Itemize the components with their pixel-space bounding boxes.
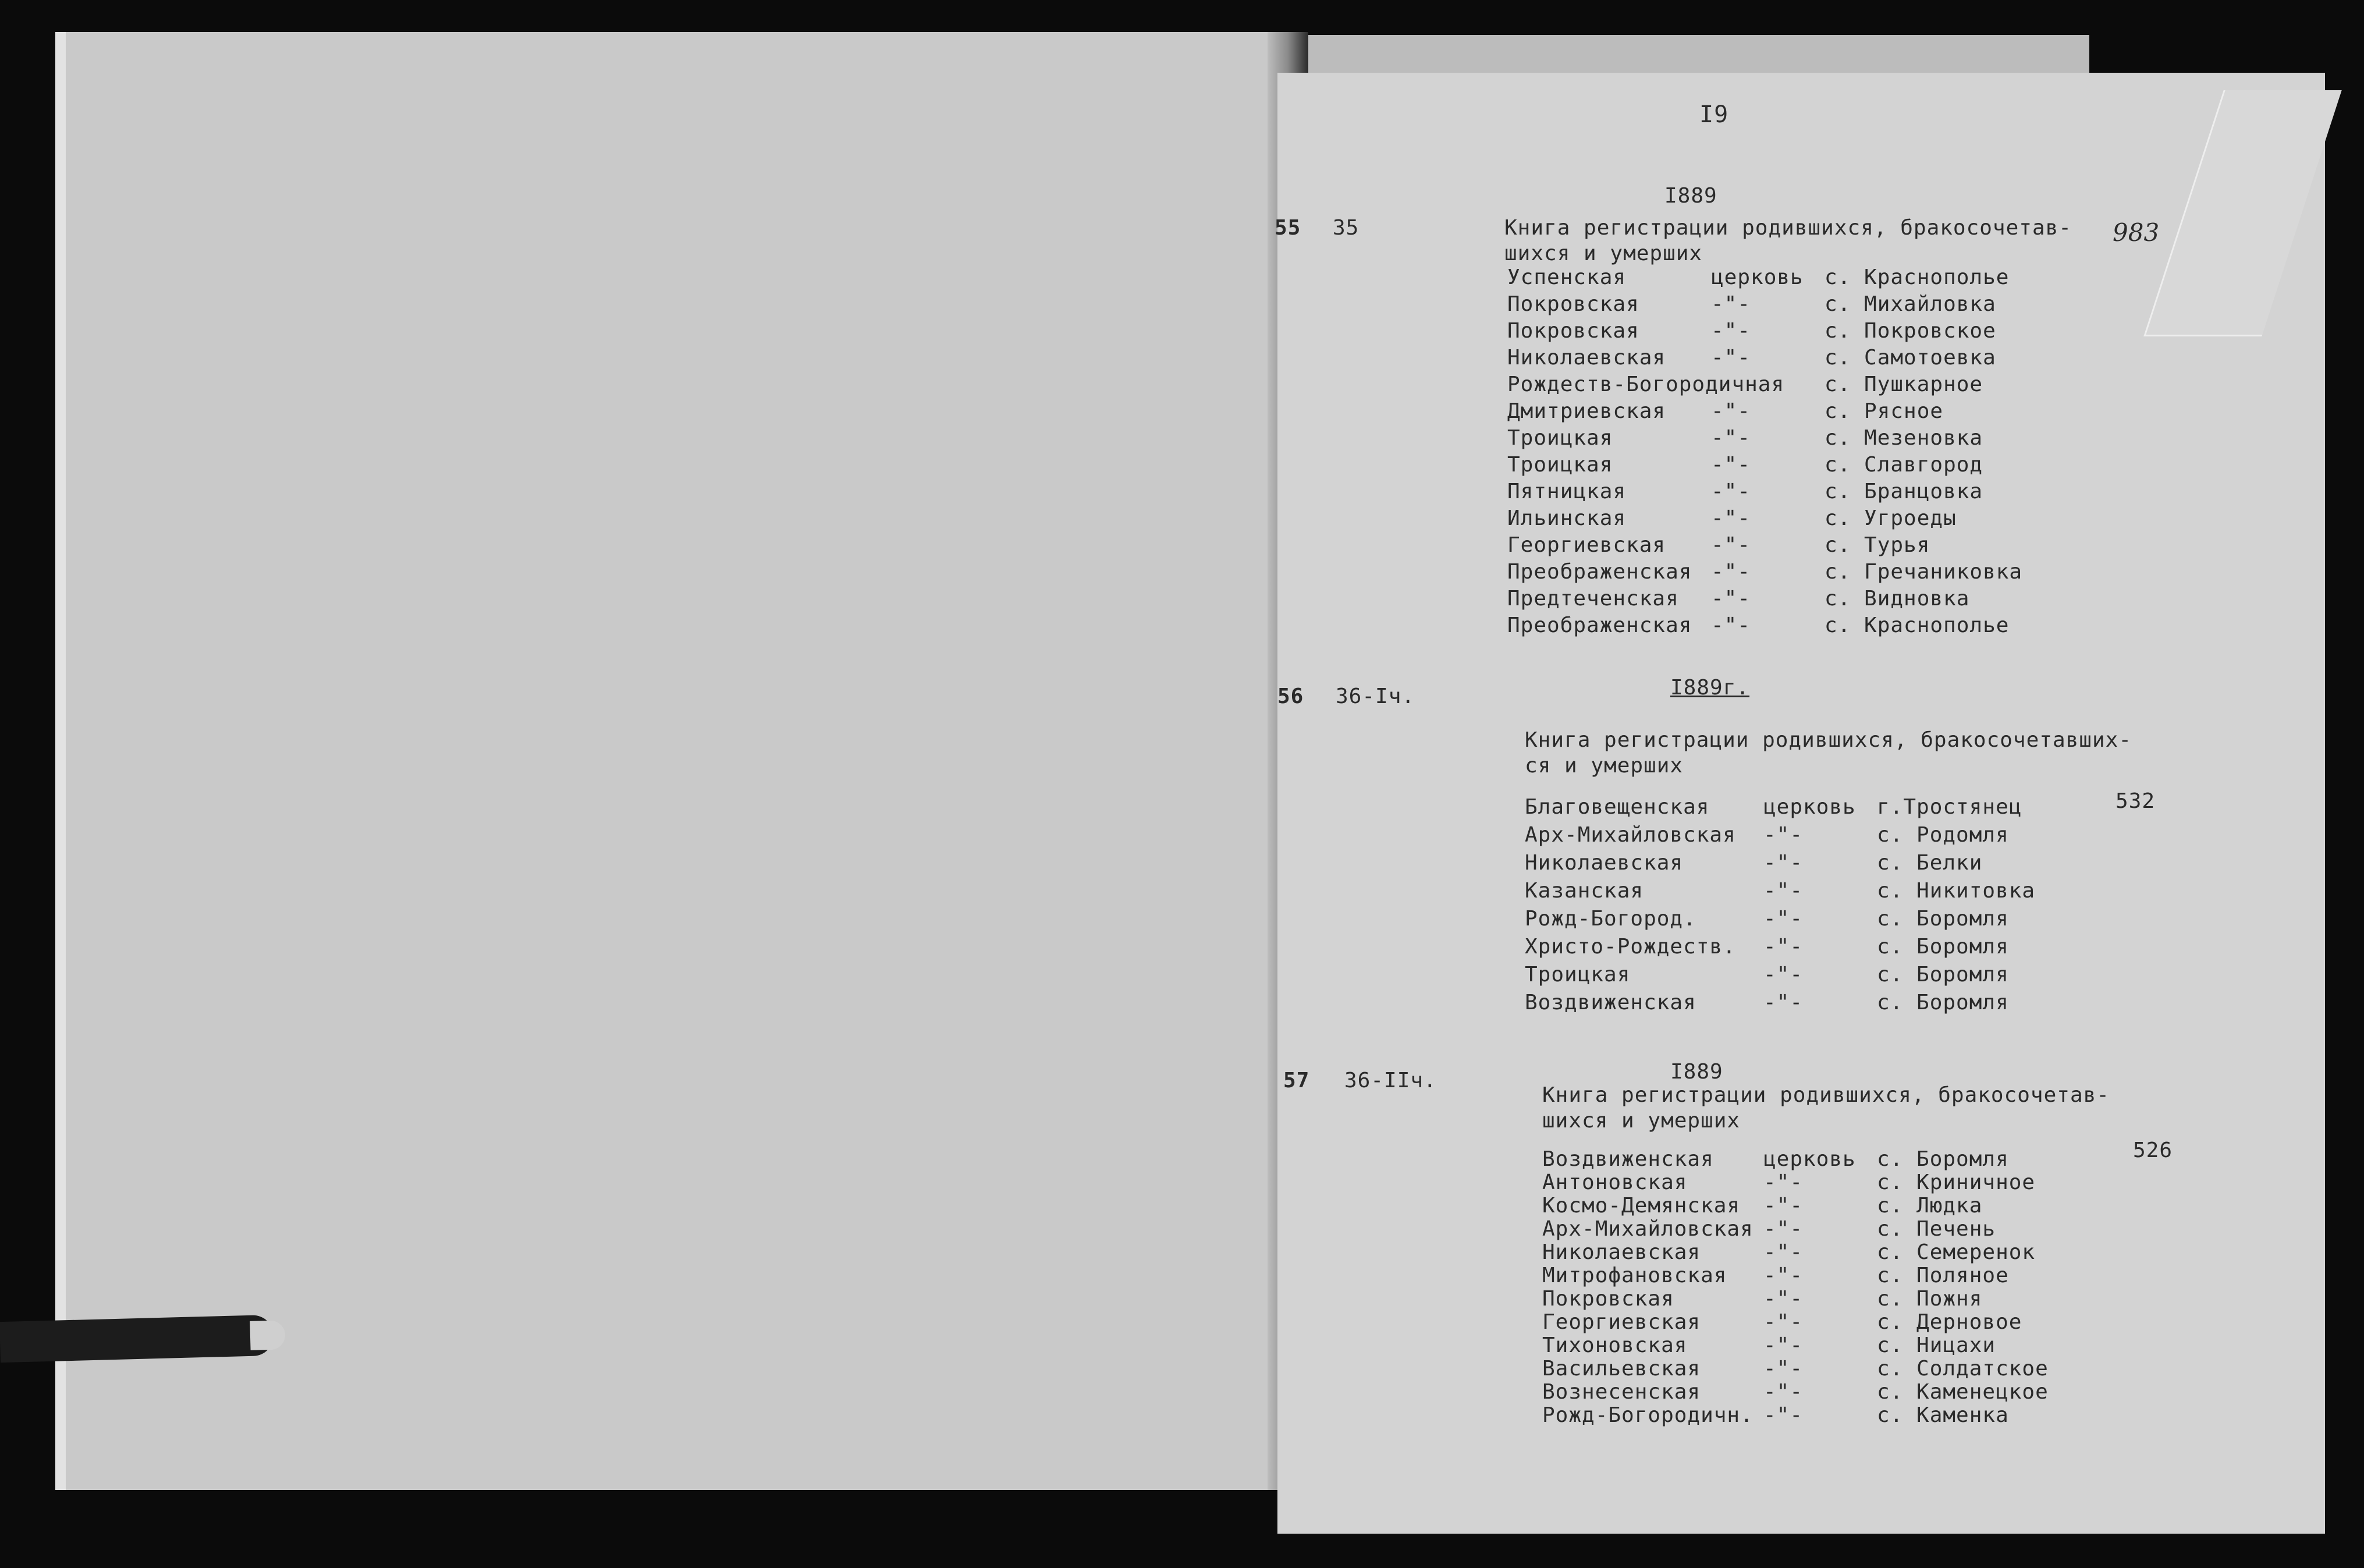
church-type: -"- xyxy=(1711,399,1751,423)
village-name: с. Дерновое xyxy=(1877,1310,2022,1334)
village-name: с. Бранцовка xyxy=(1825,480,1983,503)
church-name: Троицкая xyxy=(1507,453,1613,477)
church-name: Дмитриевская xyxy=(1507,399,1666,423)
entry-year: I889 xyxy=(1670,1060,1723,1084)
church-type: -"- xyxy=(1763,1194,1804,1218)
village-name: с. Ницахи xyxy=(1877,1333,1996,1357)
entry-number: 57 xyxy=(1283,1069,1310,1092)
church-type: -"- xyxy=(1763,907,1804,931)
village-name: с. Каменецкое xyxy=(1877,1380,2049,1404)
church-type: -"- xyxy=(1763,1380,1804,1404)
church-name: Николаевская xyxy=(1542,1240,1701,1264)
church-type: -"- xyxy=(1763,1217,1804,1241)
church-type: -"- xyxy=(1763,1170,1804,1194)
church-name: Покровская xyxy=(1542,1287,1674,1311)
entry-year: I889 xyxy=(1664,184,1717,208)
entry-number: 56 xyxy=(1277,684,1304,708)
church-name: Николаевская xyxy=(1507,346,1666,370)
village-name: с. Каменка xyxy=(1877,1403,2009,1427)
church-name: Троицкая xyxy=(1507,426,1613,450)
church-type: -"- xyxy=(1763,1310,1804,1334)
church-name: Предтеченская xyxy=(1507,587,1679,611)
church-type: -"- xyxy=(1763,823,1804,847)
church-name: Георгиевская xyxy=(1507,533,1666,557)
village-name: с. Криничное xyxy=(1877,1170,2036,1194)
village-name: с. Семеренок xyxy=(1877,1240,2036,1264)
church-name: Георгиевская xyxy=(1542,1310,1701,1334)
village-name: с. Краснополье xyxy=(1825,613,2010,637)
church-name: Рождеств-Богородичная xyxy=(1507,373,1785,396)
village-name: с. Поляное xyxy=(1877,1264,2009,1287)
church-name: Благовещенская xyxy=(1525,795,1710,819)
village-name: с. Пожня xyxy=(1877,1287,1983,1311)
sheet-count: 526 xyxy=(2133,1138,2173,1162)
church-type: церковь xyxy=(1763,1147,1856,1171)
church-type: -"- xyxy=(1763,1240,1804,1264)
village-name: с. Боромля xyxy=(1877,907,2009,931)
entry-title-line: Книга регистрации родившихся, бракосочетав- xyxy=(1504,216,2072,240)
village-name: с. Гречаниковка xyxy=(1825,560,2023,584)
village-name: с. Боромля xyxy=(1877,963,2009,987)
church-type: -"- xyxy=(1711,506,1751,530)
village-name: с. Боромля xyxy=(1877,991,2009,1014)
church-type: церковь xyxy=(1763,795,1856,819)
church-name: Рожд-Богород. xyxy=(1525,907,1696,931)
village-name: с. Мезеновка xyxy=(1825,426,1983,450)
church-name: Успенская xyxy=(1507,265,1627,289)
entry-title-line: ся и умерших xyxy=(1525,754,1684,778)
village-name: с. Боромля xyxy=(1877,935,2009,959)
church-type: -"- xyxy=(1763,1357,1804,1381)
folded-corner xyxy=(2143,90,2341,336)
entry-title-line: Книга регистрации родившихся, бракосочетавших- xyxy=(1525,728,2132,752)
church-name: Тихоновская xyxy=(1542,1333,1688,1357)
entry-title-line: шихся и умерших xyxy=(1504,242,1703,265)
church-name: Покровская xyxy=(1507,319,1639,343)
village-name: с. Угроеды xyxy=(1825,506,1957,530)
church-name: Рожд-Богородичн. xyxy=(1542,1403,1754,1427)
page-edge-strip xyxy=(1269,35,2089,76)
village-name: с. Самотоевка xyxy=(1825,346,1996,370)
church-type: -"- xyxy=(1763,1403,1804,1427)
church-type: -"- xyxy=(1711,533,1751,557)
church-type: -"- xyxy=(1711,613,1751,637)
village-name: г.Тростянец xyxy=(1877,795,2022,819)
fund-code: 36-IIч. xyxy=(1344,1069,1437,1092)
entry-year: I889г. xyxy=(1670,676,1750,700)
church-name: Васильевская xyxy=(1542,1357,1701,1381)
church-name: Вознесенская xyxy=(1542,1380,1701,1404)
entry-title-line: Книга регистрации родившихся, бракосочетав- xyxy=(1542,1083,2110,1107)
village-name: с. Турья xyxy=(1825,533,1930,557)
church-type: -"- xyxy=(1711,480,1751,503)
church-type: -"- xyxy=(1711,346,1751,370)
church-name: Митрофановская xyxy=(1542,1264,1727,1287)
pencil-pointer xyxy=(0,1315,274,1363)
church-name: Ильинская xyxy=(1507,506,1627,530)
church-type: -"- xyxy=(1711,587,1751,611)
church-name: Космо-Демянская xyxy=(1542,1194,1741,1218)
church-name: Пятницкая xyxy=(1507,480,1627,503)
left-page xyxy=(55,32,1285,1490)
church-type: -"- xyxy=(1711,453,1751,477)
church-type: -"- xyxy=(1763,1333,1804,1357)
village-name: с. Людка xyxy=(1877,1194,1983,1218)
church-name: Преображенская xyxy=(1507,560,1692,584)
church-type: -"- xyxy=(1711,292,1751,316)
church-name: Христо-Рождеств. xyxy=(1525,935,1736,959)
village-name: с. Покровское xyxy=(1825,319,1996,343)
church-type: -"- xyxy=(1711,319,1751,343)
church-type: -"- xyxy=(1763,879,1804,903)
church-type: -"- xyxy=(1763,1264,1804,1287)
village-name: с. Никитовка xyxy=(1877,879,2036,903)
page-number: I9 xyxy=(1699,101,1729,128)
village-name: с. Рясное xyxy=(1825,399,1944,423)
church-type: -"- xyxy=(1763,935,1804,959)
church-name: Воздвиженская xyxy=(1525,991,1696,1014)
church-type: -"- xyxy=(1763,1287,1804,1311)
church-name: Воздвиженская xyxy=(1542,1147,1714,1171)
church-name: Троицкая xyxy=(1525,963,1631,987)
church-type: -"- xyxy=(1711,560,1751,584)
sheet-count: 532 xyxy=(2115,789,2156,813)
church-type: -"- xyxy=(1763,963,1804,987)
village-name: с. Печень xyxy=(1877,1217,1996,1241)
village-name: с. Родомля xyxy=(1877,823,2009,847)
church-name: Преображенская xyxy=(1507,613,1692,637)
village-name: с. Виднoвка xyxy=(1825,587,1970,611)
church-type: -"- xyxy=(1763,851,1804,875)
fund-code: 35 xyxy=(1333,216,1360,240)
church-name: Арх-Михайловская xyxy=(1525,823,1736,847)
church-name: Покровская xyxy=(1507,292,1639,316)
village-name: с. Боромля xyxy=(1877,1147,2009,1171)
village-name: с. Краснополье xyxy=(1825,265,2010,289)
church-type: церковь xyxy=(1711,265,1804,289)
church-type: -"- xyxy=(1711,426,1751,450)
church-name: Казанская xyxy=(1525,879,1644,903)
entry-number: 55 xyxy=(1275,216,1301,240)
village-name: с. Михайловка xyxy=(1825,292,1996,316)
village-name: с. Славгород xyxy=(1825,453,1983,477)
handwritten-archive-number: 983 xyxy=(2113,218,2160,247)
village-name: с. Белки xyxy=(1877,851,1983,875)
church-name: Арх-Михайловская xyxy=(1542,1217,1754,1241)
church-type: -"- xyxy=(1763,991,1804,1014)
church-name: Антоновская xyxy=(1542,1170,1688,1194)
entry-title-line: шихся и умерших xyxy=(1542,1109,1741,1133)
church-name: Николаевская xyxy=(1525,851,1684,875)
village-name: с. Пушкарное xyxy=(1825,373,1983,396)
village-name: с. Солдатское xyxy=(1877,1357,2049,1381)
fund-code: 36-Iч. xyxy=(1336,684,1415,708)
